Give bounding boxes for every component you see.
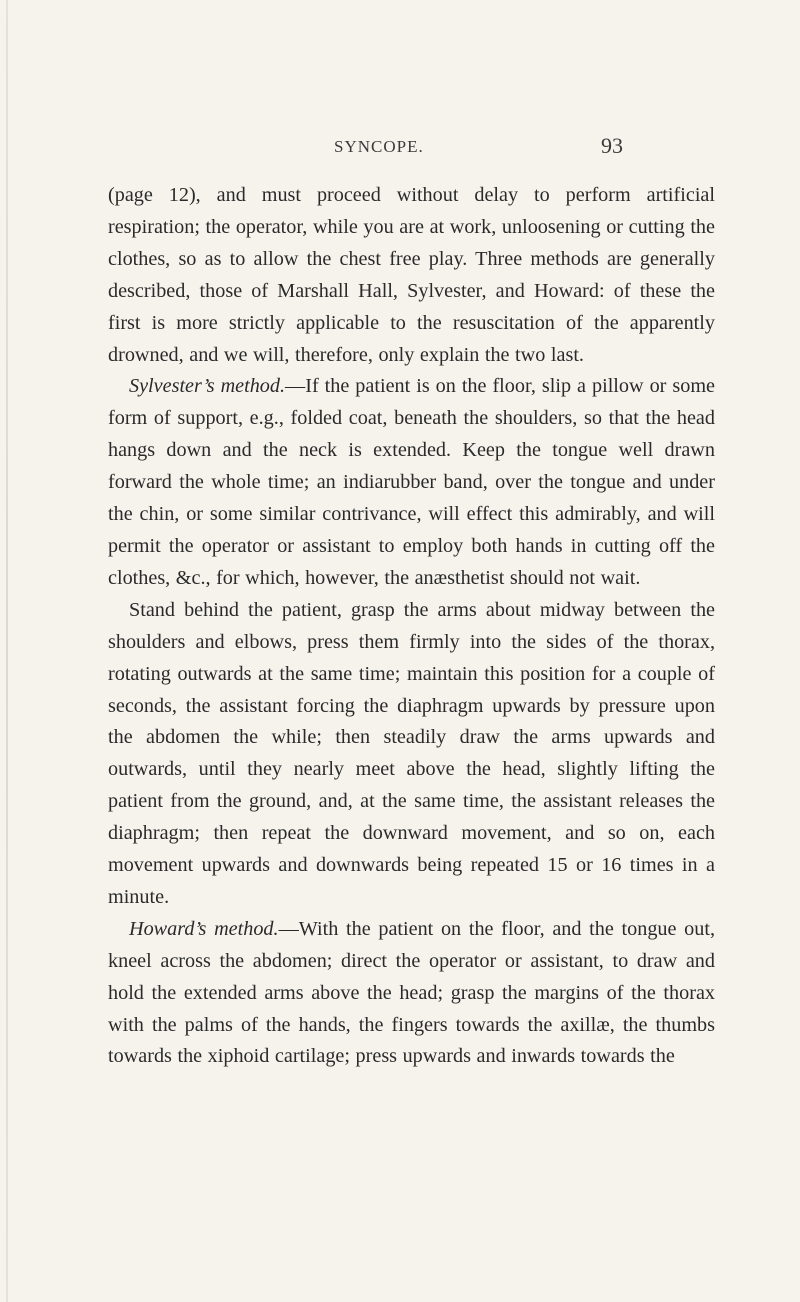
paragraph-text: (page 12), and must proceed without delay to perform artificial respiration; the operator, while you are at work, unloosening or cutting the clothes, so as to allow the chest free play. Three methods are generally described, those of Marshall Hall, Sylvester, and Howard: of these the first is more strictly applicable to the resuscitation of the apparently drowned, and we will, therefore, only explain the two last.	[108, 184, 715, 366]
body-text	[108, 180, 715, 1073]
section-lead-sylvester: Sylvester’s method.	[129, 375, 286, 398]
paragraph-sylvester-procedure	[108, 595, 715, 914]
page-gutter-edge	[6, 0, 8, 1302]
paragraph-text: —With the patient on the floor, and the tongue out, kneel across the abdomen; direct the operator or assistant, to draw and hold the extended arms above the head; grasp the margins of the thorax with the palms of the hands, the fingers towards the axillæ, the thumbs towards the xiphoid cartilage; press upwards and inwards towards the	[108, 917, 715, 1068]
paragraph-sylvester-method	[108, 371, 715, 594]
paragraph-text: Stand behind the patient, grasp the arms about midway between the shoulders and elbows, press them firmly into the sides of the thorax, rotating outwards at the same time; maintain this position for a couple of seconds, the assistant forcing the diaphragm upwards by pressure upon the abdomen the while; then steadily draw the arms upwards and outwards, until they nearly meet above the head, slightly lifting the patient from the ground, and, at the same time, the assistant releases the diaphragm; then repeat the downward movement, and so on, each movement upwards and downwards being repeated 15 or 16 times in a minute.	[108, 598, 715, 908]
page-header	[0, 133, 800, 163]
paragraph-text: —If the patient is on the floor, slip a pillow or some form of support, e.g., folded coat, beneath the shoulders, so that the head hangs down and the neck is extended. Keep the tongue well drawn forward the whole time; an indiarubber band, over the tongue and under the chin, or some similar contrivance, will effect this admirably, and will permit the operator or assistant to employ both hands in cutting off the clothes, &c., for which, however, the anæsthetist should not wait.	[108, 375, 715, 589]
page-number: 93	[601, 133, 623, 158]
section-lead-howard: Howard’s method.	[129, 917, 279, 940]
paragraph-howard-method	[108, 914, 715, 1074]
paragraph-continuation	[108, 180, 715, 371]
running-head: SYNCOPE.	[334, 137, 424, 156]
